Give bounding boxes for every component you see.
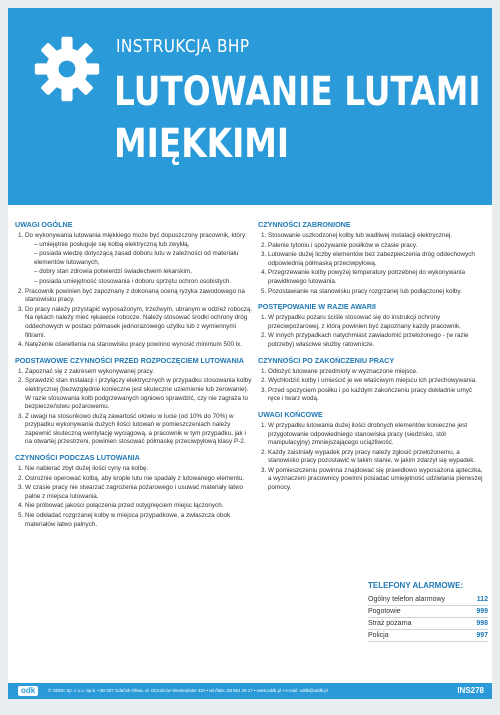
list-item: 1. Odłożyć lutowane przedmioty w wyznaczone miejsce. <box>268 368 484 377</box>
phones-title: TELEFONY ALARMOWE: <box>368 581 464 590</box>
sub-list <box>25 241 253 287</box>
section-list <box>15 368 253 447</box>
list-item: 2. Każdy zaistniały wypadek przy pracy należy zgłosić przełożonemu, a stanowisko pracy pozostawić w takim stanie, w jakim zdarzył się wypadek. <box>268 449 484 466</box>
list-item: 2. Ostrożnie operować kolbą, aby krople lutu nie spadały z lutowanego elementu. <box>25 475 253 484</box>
title-line-1: LUTOWANIE LUTAMI <box>114 69 481 115</box>
left-column <box>15 220 253 530</box>
section-list <box>258 314 484 349</box>
list-item: 5. Nie odkładać rozgrzanej kolby w miejsca przypadkowe, a zwłaszcza obok materiałów łatwo palnych. <box>25 512 253 529</box>
sub-item: – umiejętnie posługuje się kolbą elektryczną lub zwykłą, <box>34 241 253 250</box>
phone-label: Policja <box>368 632 389 639</box>
list-item <box>25 232 253 287</box>
section-title: POSTĘPOWANIE W RAZIE AWARII <box>258 302 376 312</box>
phone-number: 112 <box>476 596 488 603</box>
section-list <box>258 368 484 404</box>
list-item: 1. W przypadku lutowania dużej ilości drobnych elementów konieczne jest przygotowanie odpowiedniego stanowiska pracy (siedzisko, stół manipulacyjny) zmniejszającego uciążliwość. <box>268 422 484 448</box>
list-item: 4. Nie próbować jakości połączenia przed ostygnięciem miejsc łączonych. <box>25 502 253 511</box>
sub-item: – posiada wiedzę dotyczącą zasad doboru lutu w zależności od materiału elementów lutowanych, <box>34 250 253 267</box>
section-list <box>258 422 484 493</box>
list-item: 1. Stosowanie uszkodzonej kolby lub wadliwej instalacji elektrycznej. <box>268 232 484 241</box>
phone-number: 999 <box>476 608 488 615</box>
list-item: 4. Przegrzewanie kolby powyżej temperatury potrzebnej do wykonywania prawidłowego lutowania. <box>268 269 484 286</box>
list-item: 2. Sprawdzić stan instalacji i przyłączy elektrycznych w przypadku stosowania kolby elektrycznej (bezwzględnie konieczne jest skuteczne uziemienie lub zerowanie). W razie stosowania kolb podgrzewanych ogniowo sprawdzić, czy nie zagraża to bezpieczeństwu pożarowemu. <box>25 377 253 411</box>
sub-item: – posiada umiejętność stosowania i doboru sprzętu ochron osobistych. <box>34 278 253 287</box>
list-item: 2. Wychłodzić kolby i umieścić je we właściwym miejscu ich przechowywania. <box>268 377 484 386</box>
document-code: INS278 <box>457 686 484 695</box>
right-column <box>258 220 484 494</box>
header-banner <box>8 8 492 205</box>
gear-icon <box>32 34 102 104</box>
section-list <box>258 232 484 296</box>
sub-item: – dobry stan zdrowia potwierdzi świadectwem lekarskim, <box>34 268 253 277</box>
list-item: 3. W pomieszczeniu powinna znajdować się prawidłowo wyposażona apteczka, a wyznaczeni pracownicy powinni posiadać umiejętność udzielania pierwszej pomocy. <box>268 467 484 493</box>
list-item: 3. Z uwagi na stosunkowo dużą zawartość ołowiu w lucie (od 10% do 70%) w przypadku wykonywania dużych ilości lutowań w pomieszczeniach należy zapewnić skuteczną wentylację wyciągową, a pracownik w tym przypadku, jak i na otwartej przestrzeni, powinien stosować półmaskę przeciwpyłową klasy P-2. <box>25 413 253 447</box>
section-list <box>15 465 253 529</box>
phone-label: Pogotowie <box>368 608 401 615</box>
page-title <box>114 66 481 170</box>
list-item: 2. Pracownik powinien być zapoznany z dokonaną oceną ryzyka zawodowego na stanowisku pracy. <box>25 288 253 305</box>
section-title: UWAGI KOŃCOWE <box>258 409 323 419</box>
section-title: CZYNNOŚCI PODCZAS LUTOWANIA <box>15 453 140 463</box>
footer-bar <box>8 683 492 699</box>
list-item: 3. W czasie pracy nie stwarzać zagrożenia pożarowego i usuwać materiały łatwo palne z miejsca lutowania. <box>25 484 253 501</box>
phone-label: Ogólny telefon alarmowy <box>368 596 446 603</box>
header-kicker: INSTRUKCJA BHP <box>116 36 250 57</box>
list-item: 1. W przypadku pożaru ściśle stosować się do instrukcji ochrony przeciwpożarowej, z którą powinien być zapoznany każdy pracownik. <box>268 314 484 331</box>
section-list <box>15 232 253 350</box>
list-item: 2. W innych przypadkach natychmiast zawiadomić przełożonego - (w razie potrzeby) właściwe służby ratownicze. <box>268 332 484 349</box>
title-line-2: MIĘKKIMI <box>114 121 290 167</box>
list-item: 5. Pozostawianie na stanowisku pracy rozgrzanej lub podłączonej kolby. <box>268 288 484 297</box>
section-title: CZYNNOŚCI ZABRONIONE <box>258 220 351 229</box>
phone-row <box>368 618 488 630</box>
item-text: Do wykonywania lutowania miękkiego może być dopuszczony pracownik, który: <box>25 232 247 239</box>
section-title: PODSTAWOWE CZYNNOŚCI PRZED ROZPOCZĘCIEM LUTOWANIA <box>15 355 244 365</box>
section-title: CZYNNOŚCI PO ZAKOŃCZENIU PRACY <box>258 355 395 365</box>
emergency-phones <box>368 581 488 642</box>
phone-number: 997 <box>476 632 488 639</box>
list-item: 3. Przed spożyciem posiłku i po każdym zakończeniu pracy dokładnie umyć ręce i twarz wodą. <box>268 387 484 404</box>
phone-row <box>368 594 488 606</box>
phone-row <box>368 606 488 618</box>
list-item: 2. Palenie tytoniu i spożywanie posiłków w czasie pracy. <box>268 242 484 251</box>
page <box>8 8 492 699</box>
section-title: UWAGI OGÓLNE <box>15 220 73 229</box>
footer-text: © ODDK Sp. z o.o. Sp.k. • 80-337 Gdańsk-Oliwa, ul. Obrońców Westerplatte 32A • tel./faks: 58 554 29 17 • www.oddk.pl • e-mail: oddk@oddk.pl <box>48 688 328 693</box>
phone-label: Straż pożarna <box>368 620 412 627</box>
phone-row <box>368 630 488 642</box>
list-item: 1. Zapoznać się z zakresem wykonywanej pracy. <box>25 368 253 377</box>
list-item: 3. Lutowanie dużej liczby elementów bez zabezpieczenia dróg oddechowych odpowiednią półmaską przeciwpyłową. <box>268 251 484 268</box>
list-item: 3. Do pracy należy przystąpić wyposażonym, trzeźwym, ubranym w odzież roboczą. Na rękach należy mieć rękawice robocze. Należy stosować środki ochrony dróg oddechowych w postaci półmasek jednorazowego użytku lub z wymiennymi filtrami. <box>25 306 253 340</box>
publisher-logo: odk <box>18 686 38 696</box>
list-item: 1. Nie nabierać zbyt dużej ilości cyny na kolbę. <box>25 465 253 474</box>
phone-number: 998 <box>476 620 488 627</box>
list-item: 4. Natężenie oświetlenia na stanowisku pracy powinno wynosić minimum 500 lx. <box>25 341 253 350</box>
